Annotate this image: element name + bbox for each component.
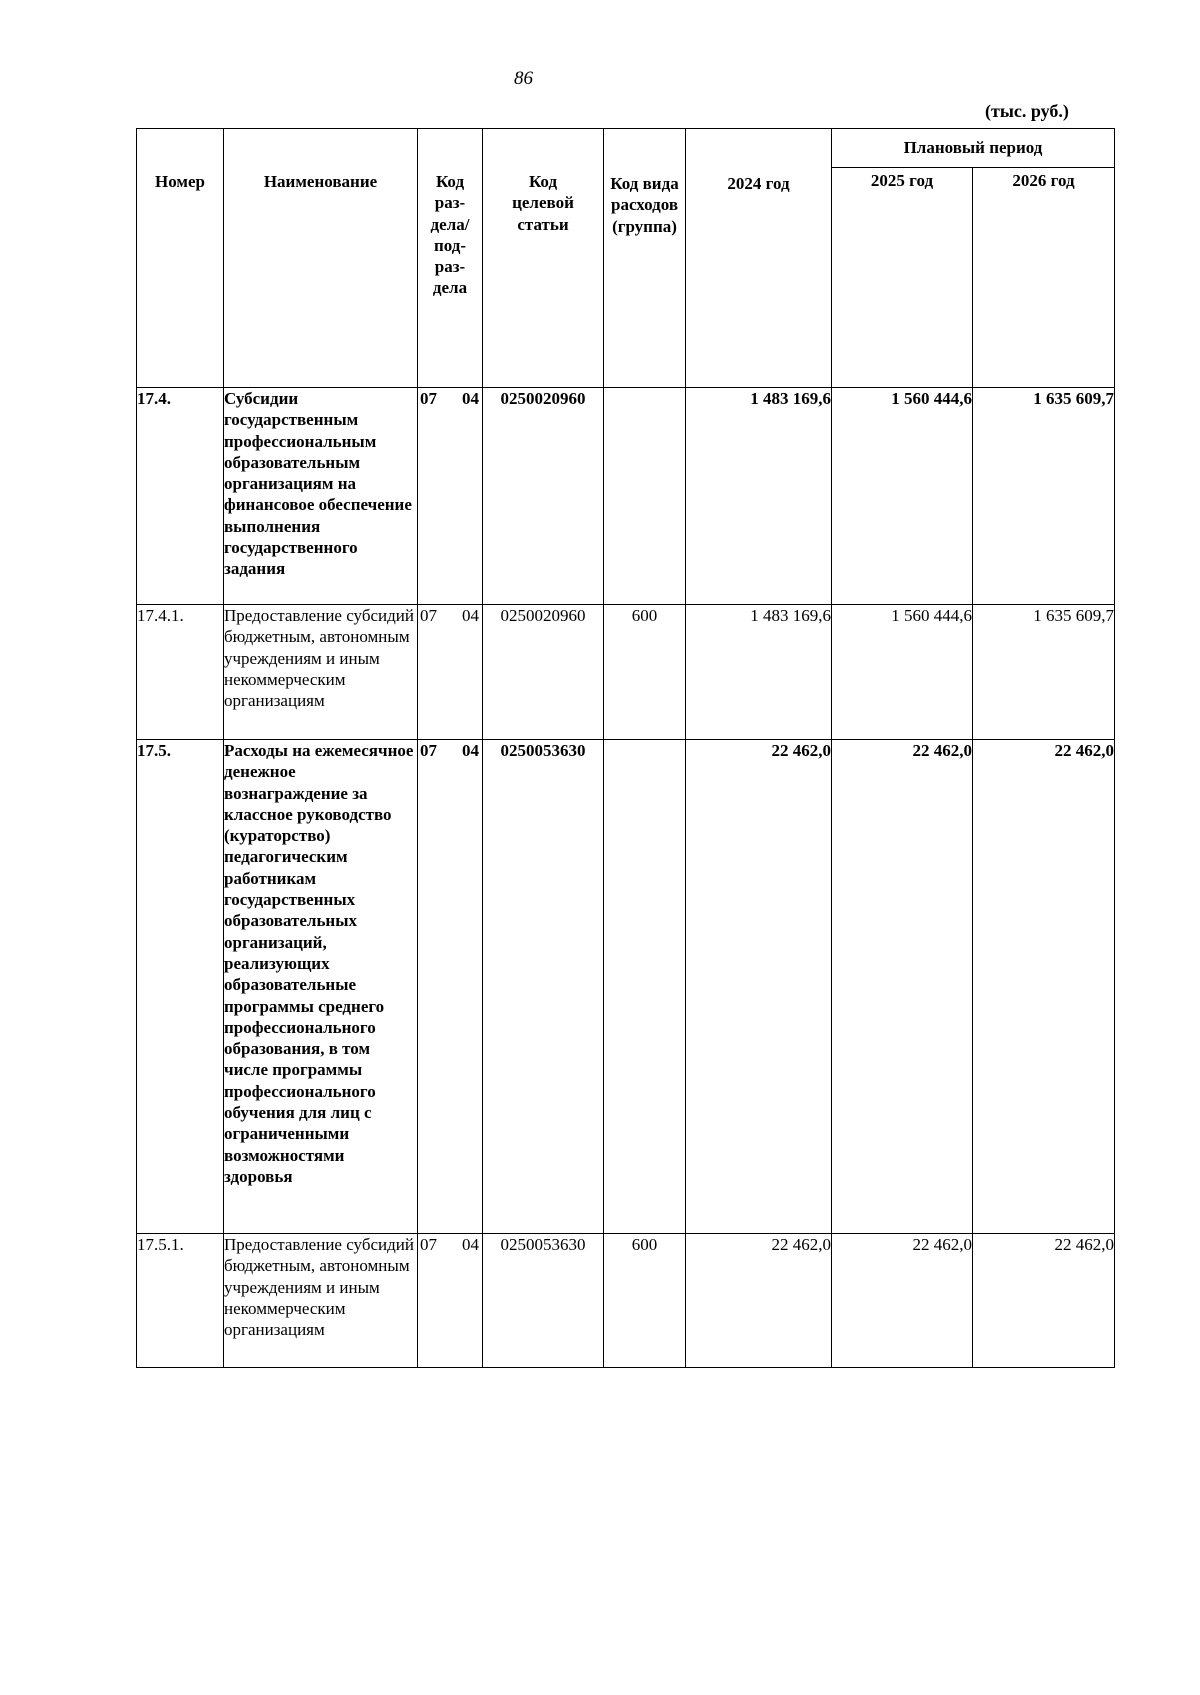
row-amount-2025: 1 560 444,6 — [832, 605, 973, 740]
row-amount-2026: 22 462,0 — [973, 1234, 1115, 1368]
row-expense-group: 600 — [604, 1234, 686, 1368]
header-year-2026: 2026 год — [973, 168, 1115, 388]
row-section-code — [418, 1234, 483, 1368]
row-name: Субсидии государственным профессиональным образовательным организациям на финансовое обеспечение выполнения государственного задания — [224, 388, 418, 605]
header-target-code-line: целевой — [512, 193, 574, 213]
row-number: 17.4.1. — [137, 605, 224, 740]
row-subsection: 04 — [462, 741, 479, 760]
row-amount-2024: 1 483 169,6 — [686, 605, 832, 740]
row-subsection: 04 — [462, 606, 479, 625]
header-section-code-line: под- — [433, 235, 467, 255]
row-number: 17.5.1. — [137, 1234, 224, 1368]
row-section: 07 — [420, 1235, 437, 1254]
row-target-code: 0250053630 — [483, 740, 604, 1234]
table-row — [137, 388, 1115, 605]
row-name: Предоставление субсидий бюджетным, автономным учреждениям и иным некоммерческим организациям — [224, 605, 418, 740]
row-amount-2024: 22 462,0 — [686, 1234, 832, 1368]
row-amount-2024: 22 462,0 — [686, 740, 832, 1234]
row-amount-2025: 1 560 444,6 — [832, 388, 973, 605]
header-target-code-line: Код — [528, 172, 558, 191]
header-section-code-line: дела/ — [430, 214, 470, 234]
row-amount-2026: 22 462,0 — [973, 740, 1115, 1234]
table-row — [137, 1234, 1115, 1368]
page-number: 86 — [514, 68, 533, 89]
row-section-code — [418, 388, 483, 605]
header-section-code-line: раз- — [434, 193, 466, 213]
row-amount-2024: 1 483 169,6 — [686, 388, 832, 605]
row-section: 07 — [420, 606, 437, 625]
header-year-2024: 2024 год — [686, 129, 832, 388]
row-section: 07 — [420, 389, 437, 408]
header-expense-code-line: расходов — [611, 195, 678, 215]
row-name: Расходы на ежемесячное денежное вознаграждение за классное руководство (кураторство) педагогическим работникам государственных образовательных организаций, реализующих образовательные программы среднего профессионального образования, в том числе программы профессионального обучения для лиц с ограниченными возможностями здоровья — [224, 740, 418, 1234]
row-number: 17.5. — [137, 740, 224, 1234]
header-planned-period: Плановый период — [832, 129, 1115, 168]
header-target-code — [483, 129, 604, 388]
row-target-code: 0250053630 — [483, 1234, 604, 1368]
units-label: (тыс. руб.) — [985, 101, 1069, 121]
row-amount-2026: 1 635 609,7 — [973, 605, 1115, 740]
row-amount-2025: 22 462,0 — [832, 1234, 973, 1368]
header-name: Наименование — [224, 129, 418, 388]
row-amount-2025: 22 462,0 — [832, 740, 973, 1234]
header-section-code — [418, 129, 483, 388]
header-expense-code-line: (группа) — [612, 216, 677, 236]
row-section-code — [418, 605, 483, 740]
row-expense-group — [604, 740, 686, 1234]
row-target-code: 0250020960 — [483, 388, 604, 605]
header-section-code-line: раз- — [434, 257, 466, 277]
header-number: Номер — [137, 129, 224, 388]
row-name: Предоставление субсидий бюджетным, автономным учреждениям и иным некоммерческим организациям — [224, 1234, 418, 1368]
table-row — [137, 605, 1115, 740]
row-amount-2026: 1 635 609,7 — [973, 388, 1115, 605]
row-subsection: 04 — [462, 389, 479, 408]
row-expense-group — [604, 388, 686, 605]
row-expense-group: 600 — [604, 605, 686, 740]
row-section: 07 — [420, 741, 437, 760]
header-expense-code — [604, 129, 686, 388]
table-row — [137, 740, 1115, 1234]
header-expense-code-line: Код вида — [610, 174, 679, 193]
header-year-2025: 2025 год — [832, 168, 973, 388]
row-target-code: 0250020960 — [483, 605, 604, 740]
header-section-code-line: Код — [435, 172, 465, 191]
row-section-code — [418, 740, 483, 1234]
header-section-code-line: дела — [432, 278, 468, 298]
row-subsection: 04 — [462, 1235, 479, 1254]
row-number: 17.4. — [137, 388, 224, 605]
header-target-code-line: статьи — [517, 214, 569, 234]
budget-table — [136, 128, 1115, 1368]
